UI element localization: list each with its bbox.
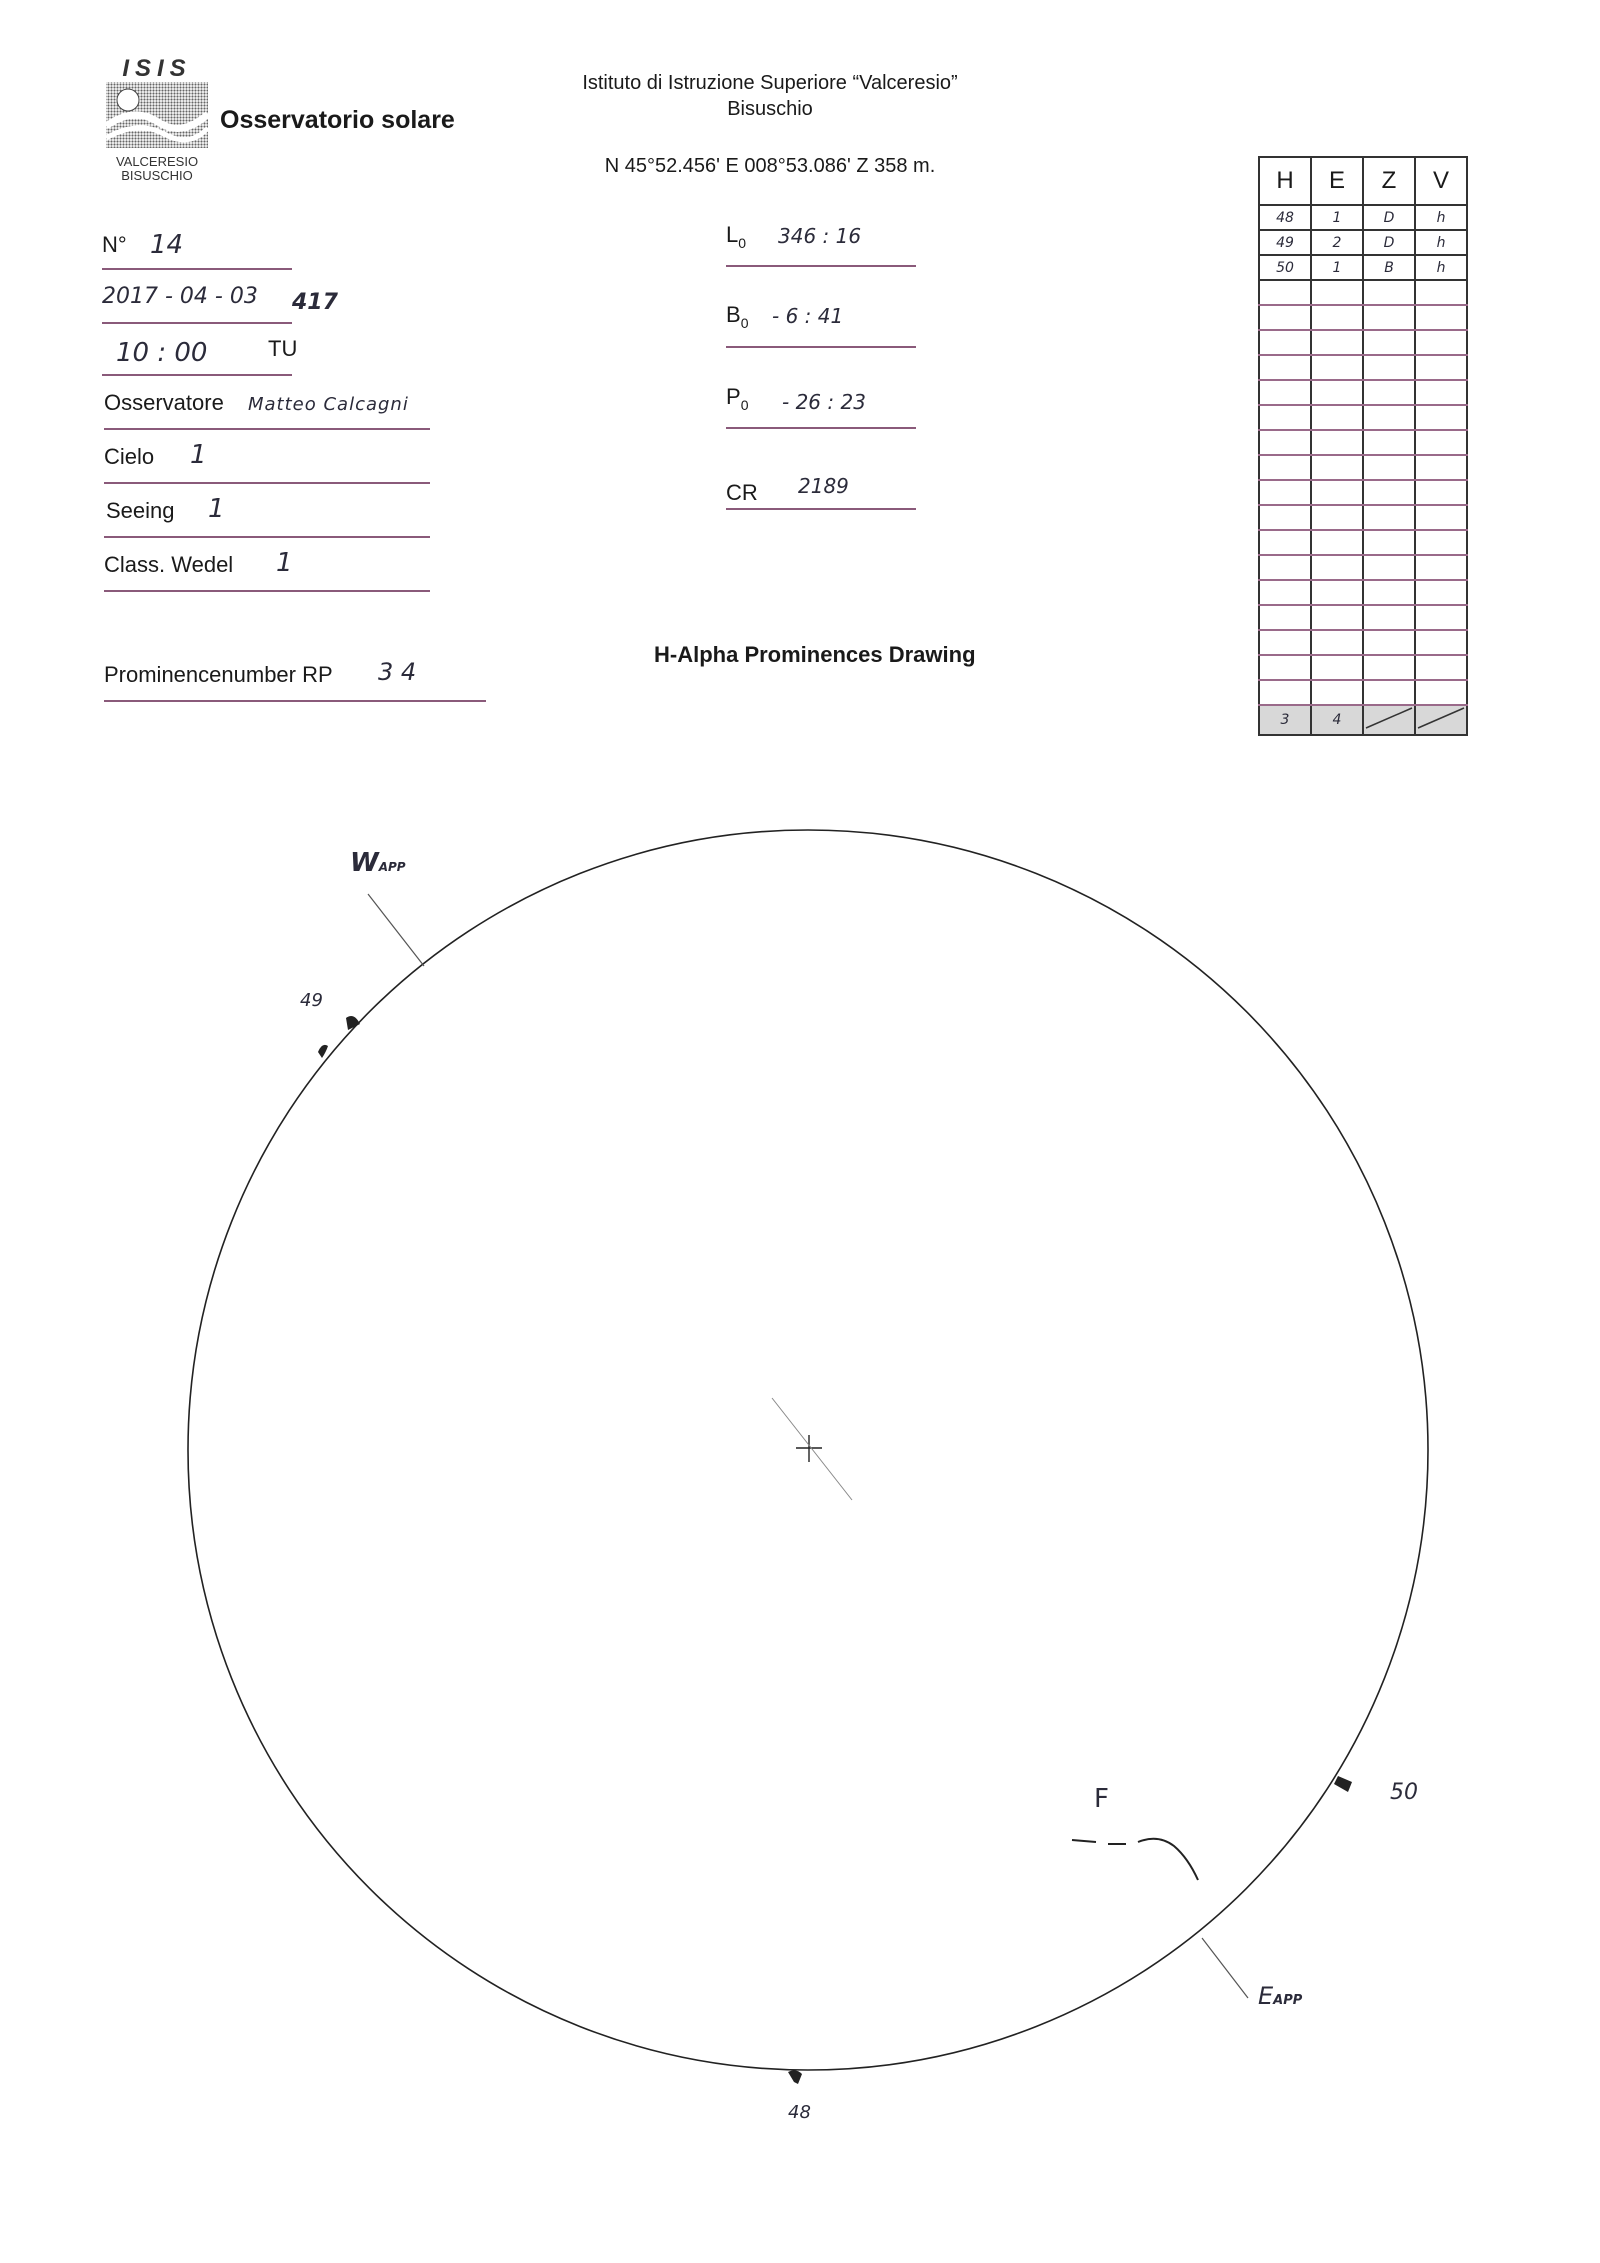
table-cell-empty bbox=[1415, 605, 1467, 630]
table-cell-empty bbox=[1259, 305, 1311, 330]
table-cell-empty bbox=[1259, 330, 1311, 355]
table-cell-empty bbox=[1259, 505, 1311, 530]
table-cell-empty bbox=[1415, 630, 1467, 655]
table-cell-empty bbox=[1363, 280, 1415, 305]
date-suffix: 417 bbox=[292, 290, 338, 315]
table-cell-empty bbox=[1311, 580, 1363, 605]
time-line bbox=[102, 374, 292, 376]
table-cell-empty bbox=[1311, 655, 1363, 680]
filament-icon bbox=[1072, 1839, 1198, 1880]
table-cell-empty bbox=[1415, 280, 1467, 305]
wedel-label: Class. Wedel bbox=[104, 552, 234, 577]
table-row bbox=[1259, 205, 1467, 230]
table-row bbox=[1259, 255, 1467, 280]
time-unit: TU bbox=[268, 336, 298, 361]
observer-value: Matteo Calcagni bbox=[248, 394, 409, 415]
b0-line bbox=[726, 346, 916, 348]
table-cell-empty bbox=[1311, 630, 1363, 655]
table-row-empty bbox=[1259, 680, 1467, 705]
table-cell-empty bbox=[1259, 380, 1311, 405]
cr-line bbox=[726, 508, 916, 510]
number-line bbox=[102, 268, 292, 270]
logo-text: ISIS bbox=[122, 55, 192, 82]
drawing-title: H-Alpha Prominences Drawing bbox=[654, 642, 976, 667]
table-row-empty bbox=[1259, 280, 1467, 305]
table-header-e: E bbox=[1311, 157, 1363, 205]
table-cell-empty bbox=[1311, 505, 1363, 530]
table-row-empty bbox=[1259, 655, 1467, 680]
e-app-label: EAPP bbox=[1258, 1982, 1303, 2010]
site-coordinates: N 45°52.456' E 008°53.086' Z 358 m. bbox=[604, 155, 936, 177]
wedel-value: 1 bbox=[276, 548, 293, 578]
table-row-empty bbox=[1259, 555, 1467, 580]
table-cell: 50 bbox=[1259, 255, 1311, 280]
p0-value: - 26 : 23 bbox=[782, 390, 866, 414]
table-cell-empty bbox=[1415, 655, 1467, 680]
table-cell-empty bbox=[1259, 280, 1311, 305]
seeing-line bbox=[104, 536, 430, 538]
table-cell-empty bbox=[1259, 580, 1311, 605]
table-cell-empty bbox=[1259, 605, 1311, 630]
prominence-50-label: 50 bbox=[1390, 1780, 1418, 1805]
table-row-empty bbox=[1259, 605, 1467, 630]
observatory-title: Osservatorio solare bbox=[220, 106, 455, 134]
observer-label: Osservatore bbox=[104, 390, 224, 415]
table-header-v: V bbox=[1415, 157, 1467, 205]
prominence-table bbox=[1258, 156, 1468, 736]
logo-emblem-icon bbox=[104, 80, 210, 150]
table-cell-empty bbox=[1311, 430, 1363, 455]
table-cell-empty bbox=[1259, 630, 1311, 655]
prominence-number-value: 3 4 bbox=[378, 658, 417, 686]
institute-line-1: Istituto di Istruzione Superiore “Valceresio” bbox=[582, 72, 958, 94]
l0-value: 346 : 16 bbox=[778, 224, 862, 248]
table-cell-empty bbox=[1363, 505, 1415, 530]
table-cell-empty bbox=[1415, 580, 1467, 605]
prominence-49-icon bbox=[346, 1016, 360, 1030]
prominence-49b-icon bbox=[318, 1045, 328, 1058]
table-row-empty bbox=[1259, 530, 1467, 555]
table-cell-empty bbox=[1311, 405, 1363, 430]
table-empty-rows bbox=[1259, 280, 1467, 705]
sky-line bbox=[104, 482, 430, 484]
table-cell-empty bbox=[1311, 380, 1363, 405]
table-cell-empty bbox=[1363, 355, 1415, 380]
date-line bbox=[102, 322, 292, 324]
l0-label: $L_0$ bbox=[726, 222, 747, 251]
axis-line bbox=[772, 1398, 852, 1500]
table-cell-empty bbox=[1363, 380, 1415, 405]
table-cell-empty bbox=[1415, 680, 1467, 705]
prominence-49-label: 49 bbox=[300, 990, 323, 1011]
time-value: 10 : 00 bbox=[116, 338, 208, 368]
filament-label: F bbox=[1094, 1784, 1109, 1814]
table-header-z: Z bbox=[1363, 157, 1415, 205]
w-app-label: WAPP bbox=[350, 848, 406, 878]
table-cell-empty bbox=[1311, 355, 1363, 380]
prominence-50-icon bbox=[1334, 1776, 1352, 1792]
table-total-z-empty bbox=[1363, 705, 1415, 735]
cr-label: CR bbox=[726, 480, 758, 505]
table-cell: h bbox=[1415, 205, 1467, 230]
number-label: N° bbox=[102, 232, 127, 257]
table-cell-empty bbox=[1415, 380, 1467, 405]
seeing-label: Seeing bbox=[106, 498, 175, 523]
table-cell: h bbox=[1415, 230, 1467, 255]
table-cell-empty bbox=[1311, 530, 1363, 555]
table-cell-empty bbox=[1363, 530, 1415, 555]
table-cell-empty bbox=[1415, 330, 1467, 355]
e-tick bbox=[1202, 1938, 1248, 1998]
table-cell: D bbox=[1363, 205, 1415, 230]
logo bbox=[104, 55, 210, 190]
table-cell-empty bbox=[1311, 455, 1363, 480]
w-tick bbox=[368, 894, 424, 966]
seeing-value: 1 bbox=[208, 494, 225, 524]
table-total-v-empty bbox=[1415, 705, 1467, 735]
table-cell: 48 bbox=[1259, 205, 1311, 230]
table-cell: D bbox=[1363, 230, 1415, 255]
table-cell-empty bbox=[1311, 555, 1363, 580]
table-cell-empty bbox=[1363, 580, 1415, 605]
table-cell: h bbox=[1415, 255, 1467, 280]
p0-label: $P_0$ bbox=[726, 384, 749, 413]
table-row-empty bbox=[1259, 355, 1467, 380]
table-cell-empty bbox=[1363, 680, 1415, 705]
table-cell-empty bbox=[1415, 480, 1467, 505]
institute-line-2: Bisuschio bbox=[727, 98, 813, 120]
table-row-empty bbox=[1259, 305, 1467, 330]
wedel-line bbox=[104, 590, 430, 592]
table-cell-empty bbox=[1259, 480, 1311, 505]
table-cell-empty bbox=[1259, 355, 1311, 380]
table-cell-empty bbox=[1259, 680, 1311, 705]
table-cell-empty bbox=[1259, 655, 1311, 680]
table-header-h: H bbox=[1259, 157, 1311, 205]
table-cell-empty bbox=[1363, 655, 1415, 680]
table-cell-empty bbox=[1415, 405, 1467, 430]
table-cell-empty bbox=[1415, 305, 1467, 330]
prominence-number-line bbox=[104, 700, 486, 702]
sky-value: 1 bbox=[190, 440, 207, 470]
observer-line bbox=[104, 428, 430, 430]
table-cell-empty bbox=[1259, 555, 1311, 580]
table-cell-empty bbox=[1311, 330, 1363, 355]
table-cell-empty bbox=[1311, 480, 1363, 505]
table-cell-empty bbox=[1415, 555, 1467, 580]
p0-line bbox=[726, 427, 916, 429]
b0-value: - 6 : 41 bbox=[772, 304, 844, 328]
l0-line bbox=[726, 265, 916, 267]
table-cell: B bbox=[1363, 255, 1415, 280]
table-cell-empty bbox=[1363, 555, 1415, 580]
table-row-empty bbox=[1259, 330, 1467, 355]
table-cell: 49 bbox=[1259, 230, 1311, 255]
prominence-48-label: 48 bbox=[788, 2102, 811, 2123]
table-row-empty bbox=[1259, 505, 1467, 530]
table-cell-empty bbox=[1259, 430, 1311, 455]
table-total-e: 4 bbox=[1311, 705, 1363, 735]
table-cell-empty bbox=[1363, 405, 1415, 430]
table-cell-empty bbox=[1311, 605, 1363, 630]
table-total-h: 3 bbox=[1259, 705, 1311, 735]
table-cell: 1 bbox=[1311, 255, 1363, 280]
table-cell-empty bbox=[1415, 455, 1467, 480]
table-cell-empty bbox=[1259, 455, 1311, 480]
table-row-empty bbox=[1259, 630, 1467, 655]
table-cell-empty bbox=[1259, 530, 1311, 555]
date-value: 2017 - 04 - 03 bbox=[102, 284, 258, 309]
table-row-empty bbox=[1259, 455, 1467, 480]
table-cell-empty bbox=[1363, 330, 1415, 355]
table-cell-empty bbox=[1415, 505, 1467, 530]
table-cell-empty bbox=[1415, 355, 1467, 380]
table-cell-empty bbox=[1363, 480, 1415, 505]
sky-label: Cielo bbox=[104, 444, 155, 469]
table-cell-empty bbox=[1415, 430, 1467, 455]
b0-label: $B_0$ bbox=[726, 302, 749, 331]
table-cell-empty bbox=[1311, 280, 1363, 305]
solar-limb bbox=[188, 830, 1428, 2070]
table-row-empty bbox=[1259, 405, 1467, 430]
institute-name bbox=[520, 70, 1020, 122]
number-value: 14 bbox=[150, 230, 184, 260]
table-cell: 2 bbox=[1311, 230, 1363, 255]
table-row-empty bbox=[1259, 430, 1467, 455]
table-row bbox=[1259, 230, 1467, 255]
table-header-row bbox=[1259, 157, 1467, 205]
table-row-empty bbox=[1259, 580, 1467, 605]
table-cell-empty bbox=[1311, 305, 1363, 330]
table-row-empty bbox=[1259, 480, 1467, 505]
logo-subtitle-2: BISUSCHIO bbox=[121, 168, 193, 183]
table-cell-empty bbox=[1311, 680, 1363, 705]
cr-value: 2189 bbox=[798, 474, 849, 498]
prominence-48-icon bbox=[788, 2070, 802, 2084]
table-row-empty bbox=[1259, 380, 1467, 405]
table-cell-empty bbox=[1415, 530, 1467, 555]
table-cell-empty bbox=[1259, 405, 1311, 430]
table-cell-empty bbox=[1363, 630, 1415, 655]
table-totals-row bbox=[1259, 705, 1467, 735]
table-cell-empty bbox=[1363, 605, 1415, 630]
logo-subtitle-1: VALCERESIO bbox=[115, 154, 199, 169]
table-cell-empty bbox=[1363, 305, 1415, 330]
prominence-number-label: Prominencenumber RP bbox=[104, 662, 333, 687]
table-cell-empty bbox=[1363, 455, 1415, 480]
table-cell: 1 bbox=[1311, 205, 1363, 230]
table-cell-empty bbox=[1363, 430, 1415, 455]
